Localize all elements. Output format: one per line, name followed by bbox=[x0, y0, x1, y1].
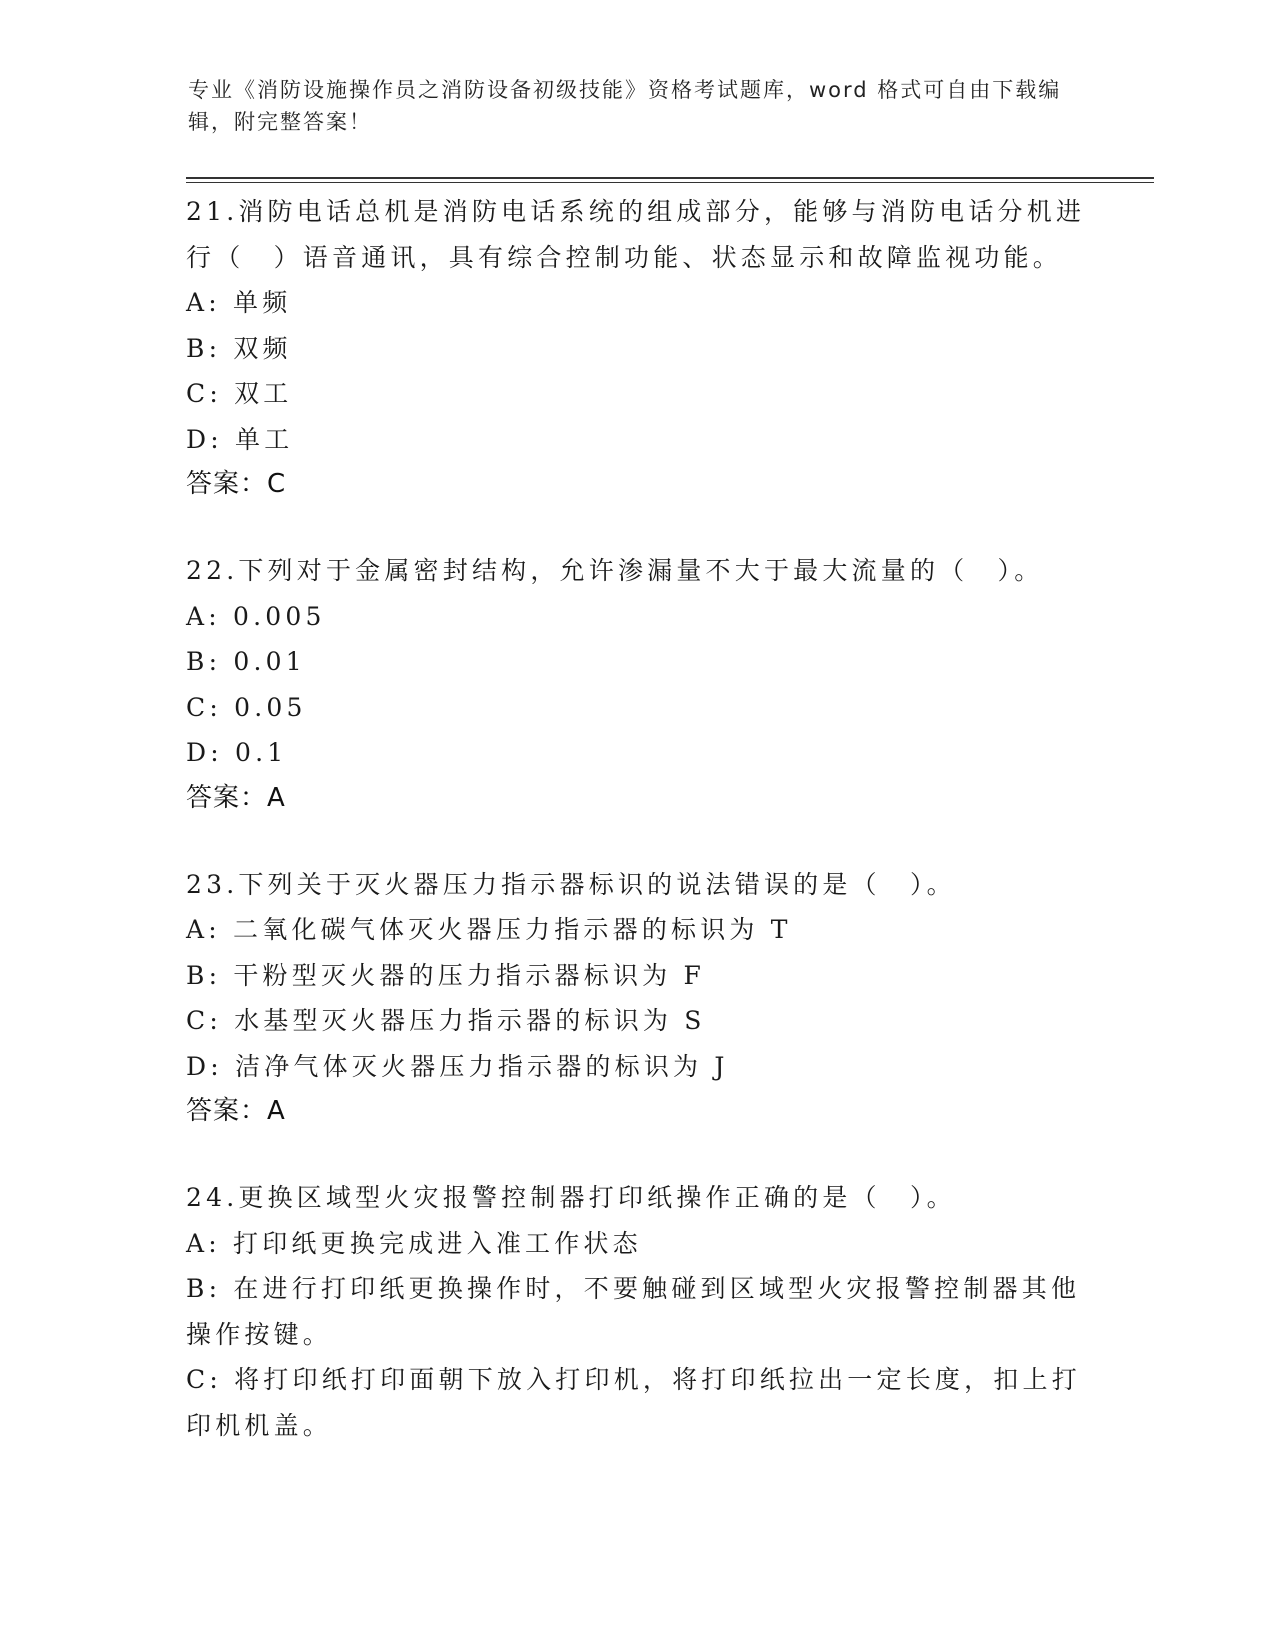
option-c: C: 将打印纸打印面朝下放入打印机，将打印纸拉出一定长度，扣上打印机机盖。 bbox=[186, 1365, 1081, 1440]
question-23 bbox=[186, 862, 1086, 1135]
option-c: C: 双工 bbox=[186, 379, 293, 408]
option-a: A: 单频 bbox=[186, 288, 292, 317]
option-a: A: 二氧化碳气体灭火器压力指示器的标识为 T bbox=[186, 915, 792, 944]
question-list bbox=[186, 189, 1086, 1489]
option-d: D: 0.1 bbox=[186, 738, 288, 767]
option-a: A: 0.005 bbox=[186, 601, 326, 631]
option-b: B: 双频 bbox=[186, 333, 292, 363]
question-text: 22.下列对于金属密封结构，允许渗漏量不大于最大流量的（ ）。 bbox=[186, 556, 1044, 585]
answer: 答案：A bbox=[186, 1096, 286, 1126]
option-c: C: 0.05 bbox=[186, 692, 307, 722]
question-22 bbox=[186, 548, 1086, 821]
question-24 bbox=[186, 1175, 1086, 1448]
option-c: C: 水基型灭火器压力指示器的标识为 S bbox=[186, 1006, 706, 1035]
question-text: 23.下列关于灭火器压力指示器标识的说法错误的是（ ）。 bbox=[186, 869, 956, 899]
header-rule-thick bbox=[186, 177, 1154, 179]
question-text: 21.消防电话总机是消防电话系统的组成部分，能够与消防电话分机进行（ ）语音通讯，具有综合控制功能、状态显示和故障监视功能。 bbox=[186, 197, 1086, 272]
header-rule-thin bbox=[186, 182, 1154, 183]
page-header: 专业《消防设施操作员之消防设备初级技能》资格考试题库，word 格式可自由下载编辑，附完整答案！ bbox=[188, 78, 1062, 134]
option-b: B: 在进行打印纸更换操作时，不要触碰到区域型火灾报警控制器其他操作按键。 bbox=[186, 1274, 1081, 1349]
option-b: B: 0.01 bbox=[186, 647, 306, 676]
option-d: D: 洁净气体灭火器压力指示器的标识为 J bbox=[186, 1051, 729, 1081]
option-a: A: 打印纸更换完成进入准工作状态 bbox=[186, 1228, 642, 1258]
answer: 答案：C bbox=[186, 469, 287, 499]
option-b: B: 干粉型灭火器的压力指示器标识为 F bbox=[186, 960, 706, 990]
answer: 答案：A bbox=[186, 782, 286, 813]
option-d: D: 单工 bbox=[186, 424, 294, 454]
question-21 bbox=[186, 189, 1086, 507]
question-text: 24.更换区域型火灾报警控制器打印纸操作正确的是（ ）。 bbox=[186, 1183, 956, 1212]
